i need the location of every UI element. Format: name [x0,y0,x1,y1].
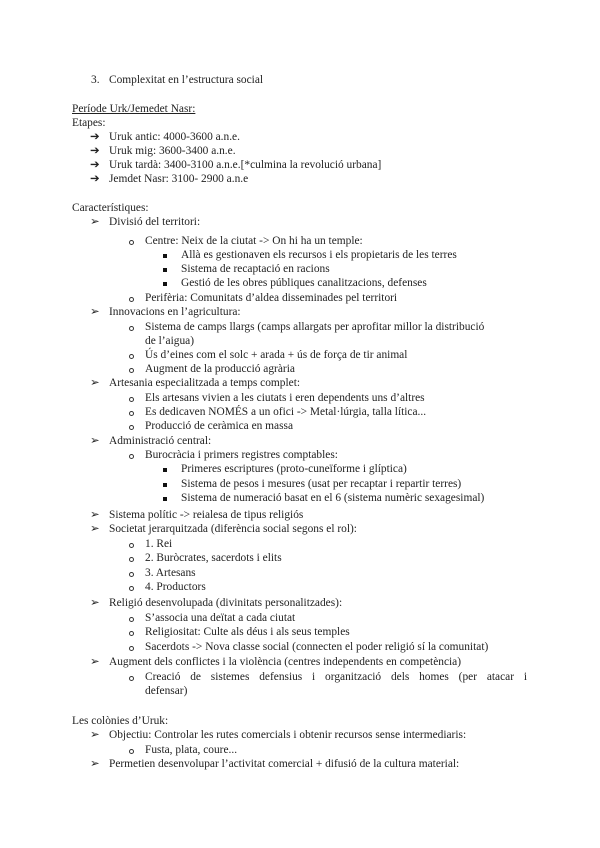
section-label: Característiques: [72,202,149,214]
circle-bullet-icon [129,454,134,459]
chevron-icon: ➢ [90,656,100,668]
section-heading: Període Urk/Jemedet Nasr: [72,103,196,115]
sub-item: Burocràcia i primers registres comptables: [145,449,338,461]
etapes-label: Etapes: [72,117,106,129]
square-bullet-icon [163,254,167,258]
topic-heading: Divisió del territori: [109,216,201,228]
square-bullet-icon [163,483,167,487]
chevron-icon: ➢ [90,306,100,318]
circle-bullet-icon [129,425,134,430]
circle-bullet-icon [129,676,134,681]
section-label: Les colònies d’Uruk: [72,715,169,727]
circle-bullet-icon [129,749,134,754]
sub-item: Fusta, plata, coure... [145,744,238,756]
sub-item: 2. Buròcrates, sacerdots i elits [145,552,282,564]
chevron-icon: ➢ [90,377,100,389]
topic-heading: Innovacions en l’agricultura: [109,306,241,318]
circle-bullet-icon [129,240,134,245]
etapa-item: Uruk antic: 4000-3600 a.n.e. [109,131,240,143]
topic-heading: Societat jerarquitzada (diferència social segons el rol): [109,523,357,535]
arrow-icon: ➔ [90,159,100,171]
sub-item: Creació de sistemes defensius i organització dels homes (per atacar i [145,671,527,683]
chevron-icon: ➢ [90,435,100,447]
detail-item: Sistema de numeració basat en el 6 (sistema numèric sexagesimal) [181,492,485,504]
chevron-icon: ➢ [90,597,100,609]
square-bullet-icon [163,497,167,501]
square-bullet-icon [163,268,167,272]
sub-item: Religiositat: Culte als déus i als seus temples [145,626,350,638]
chevron-icon: ➢ [90,509,100,521]
chevron-icon: ➢ [90,216,100,228]
sub-item: 3. Artesans [145,567,196,579]
circle-bullet-icon [129,646,134,651]
circle-bullet-icon [129,586,134,591]
detail-item: Sistema de pesos i mesures (usat per recaptar i repartir terres) [181,478,462,490]
chevron-icon: ➢ [90,758,100,770]
chevron-icon: ➢ [90,523,100,535]
etapa-item: Uruk tardà: 3400-3100 a.n.e.[*culmina la revolució urbana] [109,159,382,171]
circle-bullet-icon [129,617,134,622]
etapa-item: Uruk mig: 3600-3400 a.n.e. [109,145,236,157]
topic-heading: Augment dels conflictes i la violència (centres independents en competència) [109,656,462,668]
sub-item: Producció de ceràmica en massa [145,420,294,432]
circle-bullet-icon [129,297,134,302]
square-bullet-icon [163,282,167,286]
arrow-icon: ➔ [90,173,100,185]
circle-bullet-icon [129,631,134,636]
sub-item: Perifèria: Comunitats d’aldea disseminades pel territori [145,292,398,304]
list-item: Complexitat en l’estructura social [109,74,264,86]
sub-item: Sacerdots -> Nova classe social (connecten el poder religió sí la comunitat) [145,641,489,653]
sub-item: 1. Rei [145,538,173,550]
topic-heading: Religió desenvolupada (divinitats personalitzades): [109,597,343,609]
circle-bullet-icon [129,354,134,359]
topic-heading: Administració central: [109,435,212,447]
detail-item: Gestió de les obres públiques canalitzacions, defenses [181,277,427,289]
sub-item-continuation: defensar) [145,685,188,697]
sub-item: Augment de la producció agrària [145,363,295,375]
circle-bullet-icon [129,572,134,577]
etapa-item: Jemdet Nasr: 3100- 2900 a.n.e [109,173,249,185]
sub-item: Es dedicaven NOMÉS a un ofici -> Metal·lúrgia, talla lítica... [145,406,427,418]
sub-item: Ús d’eines com el solc + arada + ús de força de tir animal [145,349,408,361]
circle-bullet-icon [129,326,134,331]
list-number: 3. [91,74,100,86]
sub-item: Els artesans vivien a les ciutats i eren dependents uns d’altres [145,392,425,404]
circle-bullet-icon [129,411,134,416]
circle-bullet-icon [129,397,134,402]
sub-item: 4. Productors [145,581,206,593]
arrow-icon: ➔ [90,131,100,143]
sub-item-continuation: de l’aigua) [145,335,195,347]
sub-item: S’associa una deïtat a cada ciutat [145,612,296,624]
sub-item: Sistema de camps llargs (camps allargats per aprofitar millor la distribució [145,321,485,333]
arrow-icon: ➔ [90,145,100,157]
circle-bullet-icon [129,557,134,562]
detail-item: Primeres escriptures (proto-cuneïforme i glíptica) [181,463,407,475]
topic-heading: Sistema polític -> reialesa de tipus religiós [109,509,304,521]
circle-bullet-icon [129,368,134,373]
sub-item: Centre: Neix de la ciutat -> On hi ha un temple: [145,235,363,247]
circle-bullet-icon [129,543,134,548]
topic-heading: Objectiu: Controlar les rutes comercials i obtenir recursos sense intermediaris: [109,729,467,741]
chevron-icon: ➢ [90,729,100,741]
square-bullet-icon [163,468,167,472]
topic-heading: Permetien desenvolupar l’activitat comercial + difusió de la cultura material: [109,758,460,770]
detail-item: Sistema de recaptació en racions [181,263,330,275]
detail-item: Allà es gestionaven els recursos i els propietaris de les terres [181,249,457,261]
topic-heading: Artesania especialitzada a temps complet: [109,377,301,389]
